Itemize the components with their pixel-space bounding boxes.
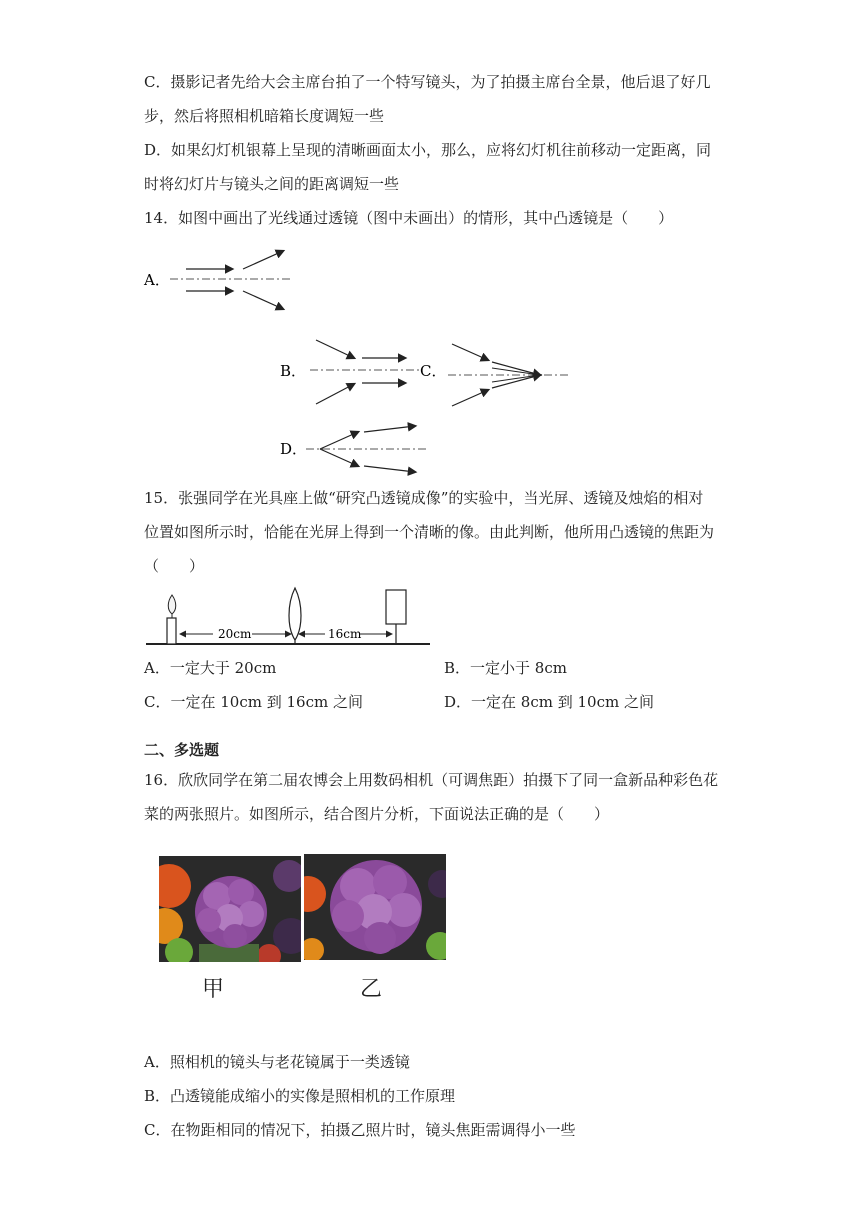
q16-stem-line2: 菜的两张照片。如图所示，结合图片分析，下面说法正确的是（ ）	[144, 805, 610, 823]
q14-diagram-d	[280, 426, 426, 472]
candle-icon	[167, 595, 176, 644]
q15-stem-line2: 位置如图所示时，恰能在光屏上得到一个清晰的像。由此判断，他所用凸透镜的焦距为	[144, 523, 715, 541]
photo-label-yi: 乙	[360, 977, 383, 1002]
q14-label-b: B．	[280, 362, 307, 380]
q16-option-b: B．凸透镜能成缩小的实像是照相机的工作原理	[144, 1087, 456, 1105]
convex-lens-icon	[289, 588, 301, 644]
q15-option-a: A．一定大于 20cm	[144, 659, 277, 677]
q15-stem-line1: 15．张强同学在光具座上做“研究凸透镜成像”的实验中，当光屏、透镜及烛焰的相对	[144, 489, 704, 507]
q14-label-d: D．	[280, 440, 308, 458]
q14-stem: 14．如图中画出了光线通过透镜（图中未画出）的情形，其中凸透镜是（ ）	[144, 209, 674, 227]
q15-option-b: B．一定小于 8cm	[444, 659, 567, 677]
photo-label-jia: 甲	[202, 977, 225, 1002]
q16-stem-line1: 16．欣欣同学在第二届农博会上用数码相机（可调焦距）拍摄下了同一盒新品种彩色花	[144, 771, 719, 789]
q15-optical-bench	[0, 580, 860, 660]
light-screen-icon	[386, 590, 406, 644]
section-title-multiple-choice: 二、多选题	[144, 741, 220, 759]
q16-option-a: A．照相机的镜头与老花镜属于一类透镜	[144, 1053, 410, 1071]
q13-option-d-line2: 时将幻灯片与镜头之间的距离调短一些	[144, 175, 400, 193]
q14-label-c: C．	[420, 362, 447, 380]
q14-diagram-c	[420, 344, 568, 406]
q13-option-d-line1: D．如果幻灯机银幕上呈现的清晰画面太小，那么，应将幻灯机往前移动一定距离，同	[144, 141, 712, 159]
q13-option-c-line1: C．摄影记者先给大会主席台拍了一个特写镜头，为了拍摄主席台全景，他后退了好几	[144, 73, 711, 91]
q14-label-a: A．	[144, 271, 170, 289]
q14-diagram-b	[280, 340, 422, 404]
photo-yi-cauliflower	[304, 854, 446, 960]
photo-jia-cauliflower	[159, 856, 301, 962]
q15-option-c: C．一定在 10cm 到 16cm 之间	[144, 693, 363, 711]
q15-distance-16cm: 16cm	[328, 627, 362, 641]
q14-diagram-a	[143, 251, 292, 309]
q15-option-d: D．一定在 8cm 到 10cm 之间	[444, 693, 654, 711]
q16-option-c: C．在物距相同的情况下，拍摄乙照片时，镜头焦距需调得小一些	[144, 1121, 576, 1139]
q15-distance-20cm: 20cm	[218, 627, 252, 641]
q15-stem-line3: （ ）	[144, 557, 205, 575]
q13-option-c-line2: 步，然后将照相机暗箱长度调短一些	[144, 107, 385, 125]
